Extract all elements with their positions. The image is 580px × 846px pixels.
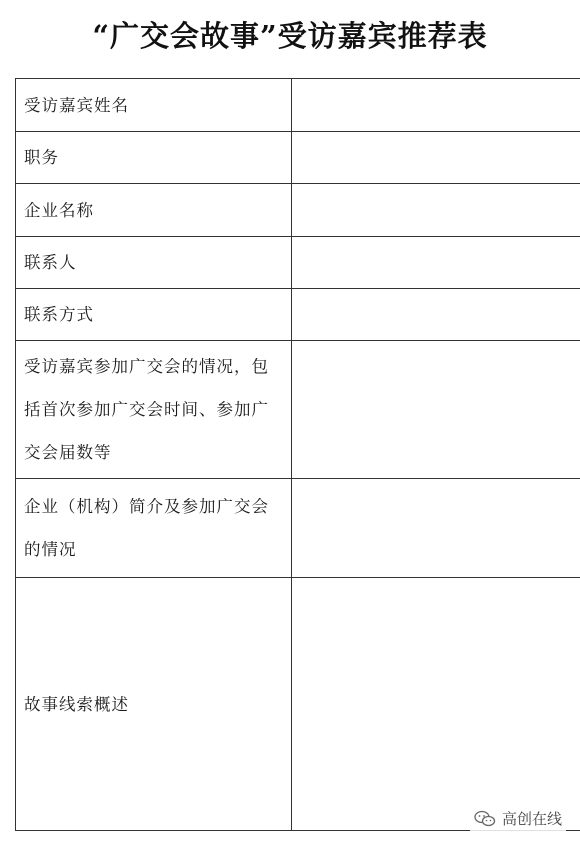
form-row-story-summary xyxy=(16,578,580,831)
form-label-company-name: 企业名称 xyxy=(16,184,292,237)
page-title: “广交会故事”受访嘉宾推荐表 xyxy=(92,19,488,53)
form-label-participation-details: 受访嘉宾参加广交会的情况，包括首次参加广交会时间、参加广交会届数等 xyxy=(16,341,292,479)
form-field-contact-person[interactable] xyxy=(292,237,580,289)
form-field-guest-name[interactable] xyxy=(292,79,580,132)
form-field-company-name[interactable] xyxy=(292,184,580,237)
form-label-guest-name: 受访嘉宾姓名 xyxy=(16,79,292,132)
form-row-contact-info xyxy=(16,289,580,341)
form-label-company-profile: 企业（机构）简介及参加广交会的情况 xyxy=(16,479,292,578)
form-row-guest-name xyxy=(16,79,580,132)
form-label-contact-info: 联系方式 xyxy=(16,289,292,341)
wechat-icon xyxy=(474,810,496,828)
watermark-text: 高创在线 xyxy=(501,810,562,828)
form-row-contact-person xyxy=(16,237,580,289)
form-field-company-profile[interactable] xyxy=(292,479,580,578)
form-label-contact-person: 联系人 xyxy=(16,237,292,289)
form-row-company-profile xyxy=(16,479,580,578)
form-row-company-name xyxy=(16,184,580,237)
form-field-participation-details[interactable] xyxy=(292,341,580,479)
form-field-story-summary[interactable] xyxy=(292,578,580,831)
form-field-position[interactable] xyxy=(292,132,580,184)
form-field-contact-info[interactable] xyxy=(292,289,580,341)
form-label-position: 职务 xyxy=(16,132,292,184)
source-watermark xyxy=(470,806,566,831)
recommendation-form-table xyxy=(15,78,580,831)
form-label-story-summary: 故事线索概述 xyxy=(16,578,292,831)
form-row-participation-details xyxy=(16,341,580,479)
form-row-position xyxy=(16,132,580,184)
